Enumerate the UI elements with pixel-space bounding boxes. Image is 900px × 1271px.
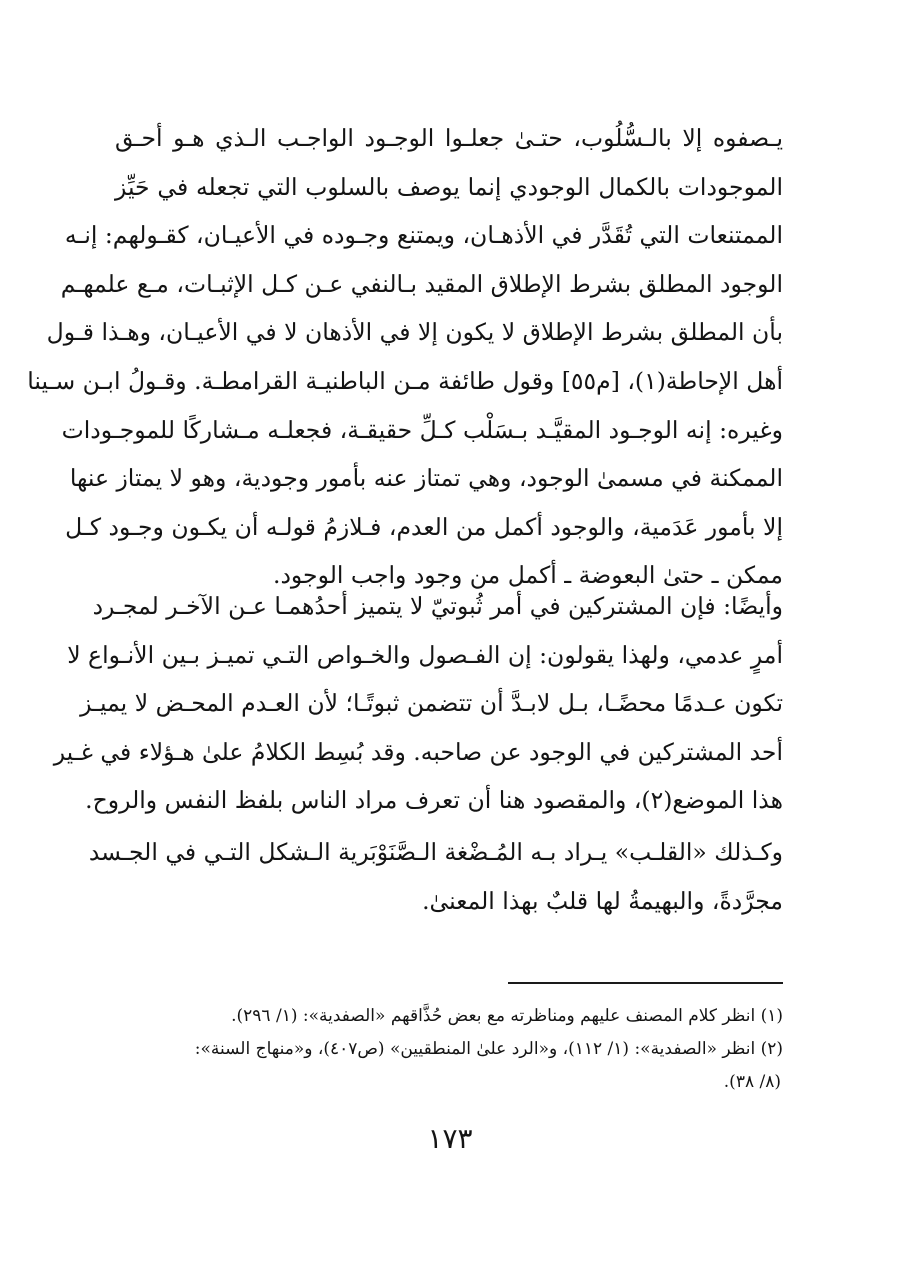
text-line: وأيضًا: فإن المشتركين في أمر ثُبوتيّ لا يتميز أحدُهمـا عـن الآخـر لمجـرد — [92, 592, 783, 620]
text-line: أهل الإحاطة(١)، [م٥٥] وقول طائفة مـن الباطنيـة القرامطـة. وقـولُ ابـن سـينا — [27, 366, 783, 395]
page-number: ١٧٣ — [427, 1122, 473, 1155]
paragraph-3 — [88, 828, 783, 925]
paragraph-2 — [53, 582, 783, 825]
paragraph-1 — [27, 114, 783, 600]
text-line: الموجودات بالكمال الوجودي إنما يوصف بالسلوب التي تجعله في حَيِّز — [115, 172, 783, 201]
text-line: إلا بأمور عَدَمية، والوجود أكمل من العدم، فـلازمُ قولـه أن يكـون وجـود كـل — [65, 512, 783, 541]
text-line: وكـذلك «القلـب» يـراد بـه المُـضْغة الـصَّنَوْبَرية الـشكل التـي في الجـسد — [88, 838, 783, 866]
text-line: أحد المشتركين في الوجود عن صاحبه. وقد بُسِط الكلامُ علىٰ هـؤلاء في غـير — [53, 737, 783, 766]
footnote-2-continuation: (٨/ ٣٨). — [723, 1072, 781, 1092]
text-line: يـصفوه إلا بالـسُّلُوب، حتـىٰ جعلـوا الوجـود الواجـب الـذي هـو أحـق — [115, 124, 783, 152]
text-line: تكون عـدمًا محضًـا، بـل لابـدَّ أن تتضمن ثبوتًـا؛ لأن العـدم المحـض لا يميـز — [80, 689, 783, 718]
text-line: الوجود المطلق بشرط الإطلاق المقيد بـالنفي عـن كـل الإثبـات، مـع علمهـم — [60, 269, 783, 298]
text-line: مجرَّدةً، والبهيمةُ لها قلبٌ بهذا المعنىٰ. — [422, 886, 783, 915]
footnote-separator — [508, 982, 783, 984]
text-line: أمرٍ عدمي، ولهذا يقولون: إن الفـصول والخـواص التـي تميـز بـين الأنـواع لا — [67, 640, 783, 669]
text-line: الممكنة في مسمىٰ الوجود، وهي تمتاز عنه بأمور وجودية، وهو لا يمتاز عنها — [69, 464, 783, 493]
footnotes — [115, 1000, 783, 1099]
text-line: هذا الموضع(٢)، والمقصود هنا أن تعرف مراد الناس بلفظ النفس والروح. — [85, 786, 783, 815]
text-line: بأن المطلق بشرط الإطلاق لا يكون إلا في الأذهان لا في الأعيـان، وهـذا قـول — [46, 318, 783, 347]
footnote-1: (١) انظر كلام المصنف عليهم ومناظرته مع بعض حُذَّاقهم «الصفدية»: (١/ ٢٩٦). — [231, 1006, 783, 1026]
text-line: ممكن ـ حتىٰ البعوضة ـ أكمل من وجود واجب الوجود. — [272, 561, 783, 590]
text-line: وغيره: إنه الوجـود المقيَّـد بـسَلْب كـلِّ حقيقـة، فجعلـه مـشاركًا للموجـودات — [61, 415, 783, 444]
text-line: الممتنعات التي تُقَدَّر في الأذهـان، ويمتنع وجـوده في الأعيـان، كقـولهم: إنـه — [64, 221, 783, 250]
footnote-2: (٢) انظر «الصفدية»: (١/ ١١٢)، و«الرد علىٰ المنطقيين» (ص٤٠٧)، و«منهاج السنة»: — [194, 1039, 783, 1059]
